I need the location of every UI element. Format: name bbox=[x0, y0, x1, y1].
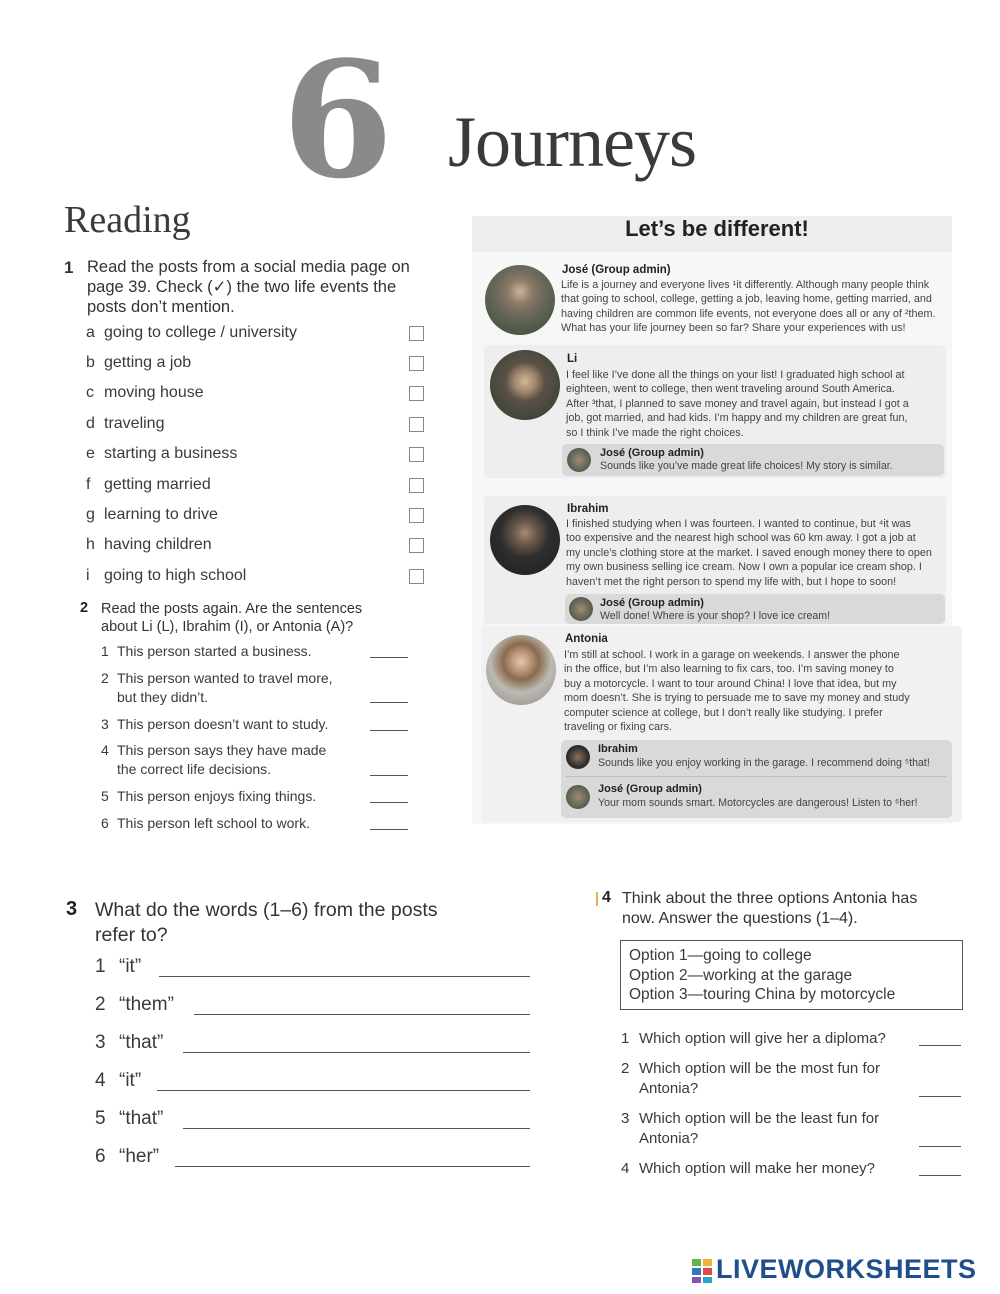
li-avatar bbox=[490, 350, 560, 420]
q3-answer-line-2[interactable] bbox=[194, 1013, 530, 1015]
q4-answer-blank-1[interactable] bbox=[919, 1044, 961, 1046]
section-title: Reading bbox=[64, 199, 191, 241]
q4-instruction: Think about the three options Antonia has now. Answer the questions (1–4). bbox=[622, 890, 918, 927]
q1-checkbox-f[interactable] bbox=[409, 478, 424, 493]
q2-instruction: Read the posts again. Are the sentences about Li (L), Ibrahim (I), or Antonia (A)? bbox=[101, 601, 363, 635]
q2-item: 5 This person enjoys fixing things. bbox=[101, 788, 317, 804]
q2-number: 2 bbox=[80, 600, 89, 616]
q2-answer-blank-3[interactable] bbox=[370, 729, 408, 731]
q4-question: 3 Which option will be the least fun for Antonia? bbox=[621, 1110, 880, 1147]
q1-checkbox-a[interactable] bbox=[409, 326, 424, 341]
antonia-reply2-text: Your mom sounds smart. Motorcycles are dangerous! Listen to ⁶her! bbox=[598, 797, 918, 809]
ibrahim-avatar bbox=[490, 505, 560, 575]
jose-reply-avatar bbox=[569, 597, 593, 621]
q1-checkbox-h[interactable] bbox=[409, 538, 424, 553]
q1-option: d traveling bbox=[86, 415, 165, 432]
q2-item: 3 This person doesn’t want to study. bbox=[101, 716, 329, 732]
li-reply-text: Sounds like you’ve made great life choices! My story is similar. bbox=[600, 460, 893, 472]
q4-answer-blank-4[interactable] bbox=[919, 1174, 961, 1176]
q1-option: e starting a business bbox=[86, 445, 238, 462]
q4-number: 4 bbox=[602, 889, 611, 906]
q1-option: a going to college / university bbox=[86, 324, 297, 341]
q3-item: 4 “it” bbox=[95, 1070, 142, 1091]
q2-answer-blank-2[interactable] bbox=[370, 701, 408, 703]
li-name: Li bbox=[567, 353, 578, 365]
antonia-reply1-text: Sounds like you enjoy working in the garage. I recommend doing ⁵that! bbox=[598, 757, 930, 769]
antonia-avatar bbox=[486, 635, 556, 705]
posts-title: Let’s be different! bbox=[625, 216, 809, 241]
q3-item: 5 “that” bbox=[95, 1108, 164, 1129]
q3-answer-line-6[interactable] bbox=[175, 1165, 530, 1167]
jose-post-text: Life is a journey and everyone lives ¹it differently. Although many people think that going to school, college, getting a job, leaving home, getting married, and having children are common life events, not everyone does all or any of ²them. What has your life journey been so far? Share your experiences with us! bbox=[561, 279, 936, 335]
q4-question: 4 Which option will make her money? bbox=[621, 1160, 875, 1177]
q1-option: b getting a job bbox=[86, 354, 192, 371]
li-reply-name: José (Group admin) bbox=[600, 447, 704, 459]
q3-answer-line-1[interactable] bbox=[159, 975, 530, 977]
antonia-reply1-name: Ibrahim bbox=[598, 743, 638, 755]
q2-item: 4 This person says they have made the correct life decisions. bbox=[101, 742, 327, 777]
ibrahim-reply-name: José (Group admin) bbox=[600, 597, 704, 609]
q1-checkbox-g[interactable] bbox=[409, 508, 424, 523]
q1-checkbox-c[interactable] bbox=[409, 386, 424, 401]
q1-option: i going to high school bbox=[86, 567, 247, 584]
q2-answer-blank-6[interactable] bbox=[370, 828, 408, 830]
q2-item: 6 This person left school to work. bbox=[101, 815, 310, 831]
q1-checkbox-d[interactable] bbox=[409, 417, 424, 432]
ibrahim-name: Ibrahim bbox=[567, 503, 609, 515]
liveworksheets-logo-icon bbox=[692, 1259, 712, 1283]
q3-number: 3 bbox=[66, 898, 78, 920]
q2-item: 2 This person wanted to travel more, but they didn’t. bbox=[101, 670, 333, 705]
q1-option: f getting married bbox=[86, 476, 211, 493]
q2-answer-blank-4[interactable] bbox=[370, 774, 408, 776]
liveworksheets-brand[interactable]: LIVEWORKSHEETS bbox=[716, 1254, 977, 1284]
q3-answer-line-3[interactable] bbox=[183, 1051, 530, 1053]
antonia-reply2-name: José (Group admin) bbox=[598, 783, 702, 795]
reply-divider bbox=[566, 776, 946, 777]
antonia-name: Antonia bbox=[565, 633, 608, 645]
q3-item: 2 “them” bbox=[95, 994, 174, 1015]
q1-checkbox-b[interactable] bbox=[409, 356, 424, 371]
q1-number: 1 bbox=[64, 258, 74, 277]
ibrahim-reply-text: Well done! Where is your shop? I love ice cream! bbox=[600, 610, 831, 622]
unit-number: 6 bbox=[282, 26, 394, 214]
jose-avatar bbox=[485, 265, 555, 335]
jose-reply-avatar bbox=[567, 448, 591, 472]
q2-item: 1 This person started a business. bbox=[101, 643, 312, 659]
q2-answer-blank-1[interactable] bbox=[370, 656, 408, 658]
jose-reply-avatar bbox=[566, 785, 590, 809]
q3-answer-line-4[interactable] bbox=[157, 1089, 530, 1091]
antonia-post-text: I’m still at school. I work in a garage on weekends. I answer the phone in the office, but I’m also learning to fix cars, too. I’m saving money to buy a motorcycle. I want to tour around China! I love that idea, but my mom doesn’t. She is trying to persuade me to save my money and study computer science at college, but I don’t really like studying. I prefer traveling or fixing cars. bbox=[564, 649, 910, 734]
li-post-text: I feel like I’ve done all the things on your list! I graduated high school at eighteen, went to college, then went traveling around South America. After ³that, I planned to save money and travel again, but instead I got a job, got married, and had kids. I’m happy and my children are great fun, so I think I’ve made the right choices. bbox=[566, 369, 909, 439]
q3-item: 3 “that” bbox=[95, 1032, 164, 1053]
q4-question: 1 Which option will give her a diploma? bbox=[621, 1030, 886, 1047]
q3-item: 1 “it” bbox=[95, 956, 142, 977]
q4-answer-blank-3[interactable] bbox=[919, 1145, 961, 1147]
q1-instruction: Read the posts from a social media page on page 39. Check (✓) the two life events the posts don’t mention. bbox=[87, 258, 410, 316]
q3-item: 6 “her” bbox=[95, 1146, 160, 1167]
q1-option: c moving house bbox=[86, 384, 204, 401]
q3-instruction: What do the words (1–6) from the posts refer to? bbox=[95, 899, 438, 946]
ibrahim-reply-avatar bbox=[566, 745, 590, 769]
q1-option: g learning to drive bbox=[86, 506, 218, 523]
q4-question: 2 Which option will be the most fun for Antonia? bbox=[621, 1060, 880, 1097]
jose-name: José (Group admin) bbox=[562, 264, 671, 276]
ibrahim-post-text: I finished studying when I was fourteen. I wanted to continue, but ⁴it was too expensive and the nearest high school was 60 km away. I got a job at my uncle’s clothing store at the market. I saved enough money there to open my own business selling ice cream. Now I own a popular ice cream shop. I haven’t met the right person to spend my life with, but I hope to soon! bbox=[566, 518, 932, 588]
q3-answer-line-5[interactable] bbox=[183, 1127, 530, 1129]
q1-checkbox-e[interactable] bbox=[409, 447, 424, 462]
q4-options: Option 1—going to college Option 2—working at the garage Option 3—touring China by motorcycle bbox=[629, 947, 896, 1003]
q1-option: h having children bbox=[86, 536, 212, 553]
q1-checkbox-i[interactable] bbox=[409, 569, 424, 584]
unit-title: Journeys bbox=[448, 102, 696, 182]
q2-answer-blank-5[interactable] bbox=[370, 801, 408, 803]
q4-marker bbox=[596, 892, 598, 906]
q4-answer-blank-2[interactable] bbox=[919, 1095, 961, 1097]
